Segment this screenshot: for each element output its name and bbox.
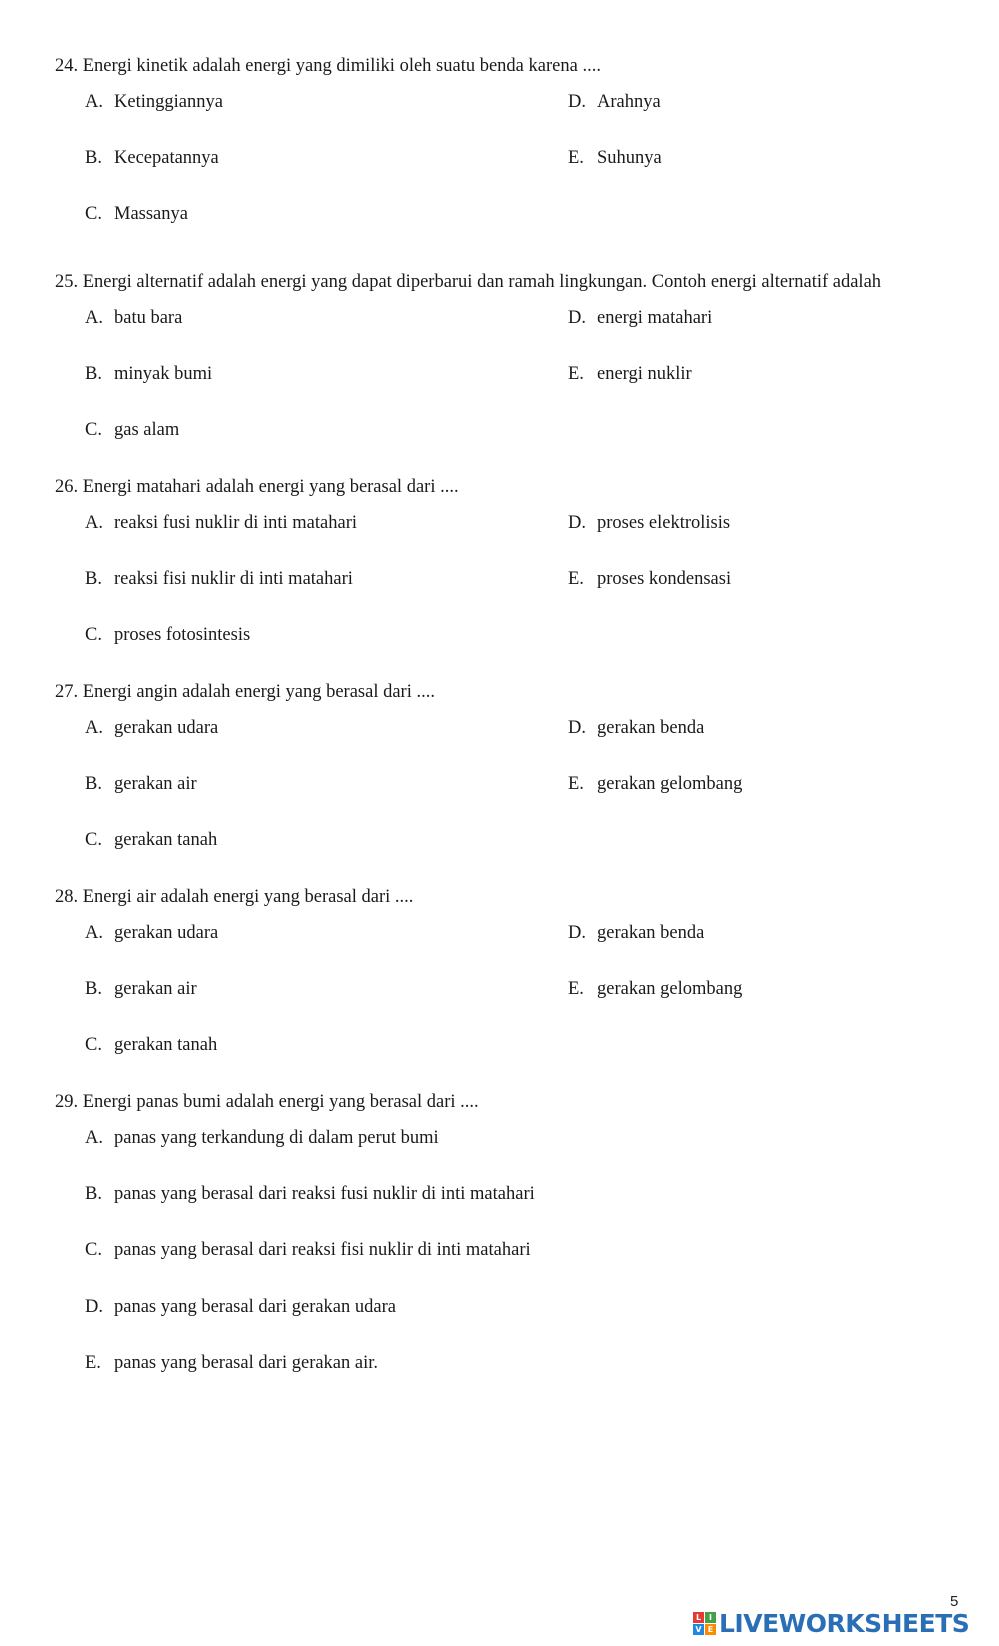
option-c[interactable]: C. gerakan tanah [85,1035,218,1055]
question-stem: 24. Energi kinetik adalah energi yang dimiliki oleh suatu benda karena .... [55,56,601,76]
option-a[interactable]: A. Ketinggiannya [85,92,223,112]
option-d[interactable]: D. gerakan benda [568,923,705,943]
option-c[interactable]: C. panas yang berasal dari reaksi fisi nuklir di inti matahari [85,1240,531,1260]
option-b[interactable]: B. Kecepatannya [85,148,219,168]
option-e[interactable]: E. proses kondensasi [568,569,732,589]
logo-text: LIVEWORKSHEETS [719,1608,970,1638]
option-c[interactable]: C. gerakan tanah [85,830,218,850]
page-number: 5 [950,1593,959,1610]
option-e[interactable]: E. gerakan gelombang [568,774,743,794]
logo-mark-i: I [705,1612,716,1623]
option-a[interactable]: A. batu bara [85,308,183,328]
liveworksheets-logo [693,1607,969,1639]
option-a[interactable]: A. reaksi fusi nuklir di inti matahari [85,513,358,533]
option-e[interactable]: E. panas yang berasal dari gerakan air. [85,1353,379,1373]
question-stem: 25. Energi alternatif adalah energi yang dapat diperbarui dan ramah lingkungan. Contoh energi alternatif adalah [55,272,882,292]
option-c[interactable]: C. Massanya [85,204,188,224]
logo-mark-l: L [693,1612,704,1623]
question-stem: 28. Energi air adalah energi yang berasal dari .... [55,887,414,907]
option-c[interactable]: C. gas alam [85,420,180,440]
option-d[interactable]: D. panas yang berasal dari gerakan udara [85,1297,396,1317]
logo-mark-v: V [693,1624,704,1635]
option-b[interactable]: B. gerakan air [85,979,197,999]
option-e[interactable]: E. energi nuklir [568,364,692,384]
option-a[interactable]: A. gerakan udara [85,923,219,943]
liveworksheets-mark-icon [693,1612,716,1635]
option-d[interactable]: D. energi matahari [568,308,713,328]
question-stem: 29. Energi panas bumi adalah energi yang berasal dari .... [55,1092,479,1112]
question-stem: 26. Energi matahari adalah energi yang berasal dari .... [55,477,459,497]
option-b[interactable]: B. minyak bumi [85,364,213,384]
option-e[interactable]: E. Suhunya [568,148,662,168]
option-b[interactable]: B. reaksi fisi nuklir di inti matahari [85,569,353,589]
option-c[interactable]: C. proses fotosintesis [85,625,251,645]
option-a[interactable]: A. gerakan udara [85,718,219,738]
option-d[interactable]: D. proses elektrolisis [568,513,731,533]
option-d[interactable]: D. gerakan benda [568,718,705,738]
option-b[interactable]: B. panas yang berasal dari reaksi fusi nuklir di inti matahari [85,1184,535,1204]
option-e[interactable]: E. gerakan gelombang [568,979,743,999]
option-a[interactable]: A. panas yang terkandung di dalam perut bumi [85,1128,439,1148]
logo-mark-e: E [705,1624,716,1635]
question-stem: 27. Energi angin adalah energi yang berasal dari .... [55,682,435,702]
option-b[interactable]: B. gerakan air [85,774,197,794]
option-d[interactable]: D. Arahnya [568,92,661,112]
